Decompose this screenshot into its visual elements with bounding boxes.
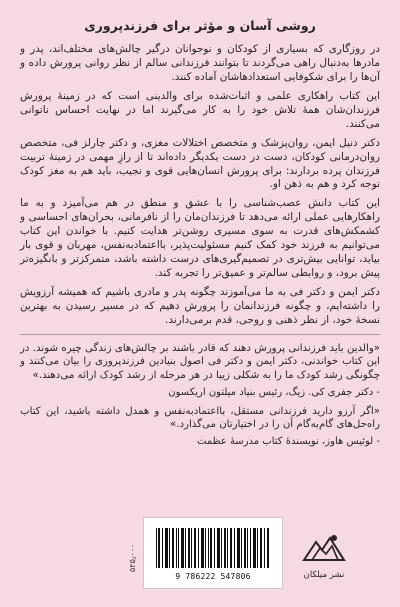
paragraph-2: این کتاب راهکاری علمی و اثبات‌شده برای والدینی است که در زمینهٔ پرورش فرزندان‌شان همهٔ تلاش خود را به کار می‌گیرند اما در نهایت احساس ناتوانی می‌کنند.: [20, 89, 380, 130]
back-cover-text-block: [20, 18, 380, 454]
section-divider: [20, 334, 380, 335]
paragraph-5: دکتر ایمن و دکتر فی به ما می‌آموزند چگونه پدر و مادری باشیم که همیشه آرزویش را داشته‌ایم، و چگونه فرزندانمان را پرورش دهیم که در مسیر رسیدن به بهترین نسخهٔ خود، از نظر ذهنی و روحی، قدم برمی‌دارند.: [20, 286, 380, 326]
endorsement-2-text: «اگر آرزو دارید فرزندانی مستقل، بااعتمادبه‌نفس و همدل داشته باشید، این کتاب راه‌حل‌های گام‌به‌گام آن را در اختیارتان می‌گذارد.»: [20, 405, 380, 431]
paragraph-1: در روزگاری که بسیاری از کودکان و نوجوانان درگیر چالش‌های مختلف‌اند، پدر و مادرها به‌دنبال راهی می‌گردند تا بتوانند فرزندانی سالم از نظر روانی پرورش داده و آن‌ها را برای شکوفایی استعدادهاشان آماده کنند.: [20, 43, 380, 83]
barcode-icon: [154, 528, 272, 568]
isbn-barcode-box: [143, 517, 283, 589]
endorsements: [20, 342, 380, 448]
price-label: ۵۲۵٫۰۰۰: [128, 543, 137, 573]
endorsement-1-text: «والدین باید فرزندانی پرورش دهند که قادر باشند بر چالش‌های زندگی چیره شوند. در این کتاب خواندنی، دکتر ایمن و دکتر فی اصول بنیادین فرزندپروری را بیان می‌کنند و چگونگی رشد کودک ما را به شکلی زیبا در هر مرحله از رشد کودک ارائه می‌دهند.»: [20, 342, 380, 381]
endorsement-2-attribution: - لوئیس هاوز، نویسندهٔ کتاب مدرسهٔ عظمت: [197, 435, 380, 447]
mountain-logo-icon: [302, 530, 346, 564]
publisher-block: [286, 530, 362, 594]
isbn-digits: 9 786222 547806: [175, 572, 251, 581]
paragraph-4: این کتاب دانش عصب‌شناسی را با عشق و منطق در هم می‌آمیزد و به ما راهکارهایی عملی ارائه می‌دهد تا فرزندان‌مان را از نافرمانی، بحران‌های احساسی و کشمکش‌های قدرت به سوی مسیری روشن‌تر هدایت کنیم. با خواندن این کتاب می‌توانیم به فرزند خود کمک کنیم مسئولیت‌پذیر، بااعتمادبه‌نفس، مهربان و قوی بار بیاید، توانایی بیش‌تری در تصمیم‌گیری‌های درست داشته باشد، متمرکزتر و بانگیزه‌تر پیش برود، و روابطی سالم‌تر و عمیق‌تر را تجربه کند.: [20, 197, 380, 280]
paragraph-3: دکتر دنیل ایمن، روان‌پزشک و متخصص اختلالات مغزی، و دکتر چارلز فی، متخصص روان‌درمانی کودکان، دست در دست یکدیگر داده‌اند تا از رازِ مهمی در زمینهٔ تربیت فرزندان پرده بردارند: برای پرورش انسان‌هایی قوی و نجیب، باید هم به مغز کودک توجه کرد و هم به ذهن او.: [20, 136, 380, 191]
endorsement-1-attribution: - دکتر جفری کی. زیگ، رئیس بنیاد میلتون اریکسون: [168, 386, 380, 398]
publisher-name: نشر میلکان: [303, 570, 345, 580]
cover-title: روشی آسان و مؤثر برای فرزندپروری: [84, 18, 316, 33]
